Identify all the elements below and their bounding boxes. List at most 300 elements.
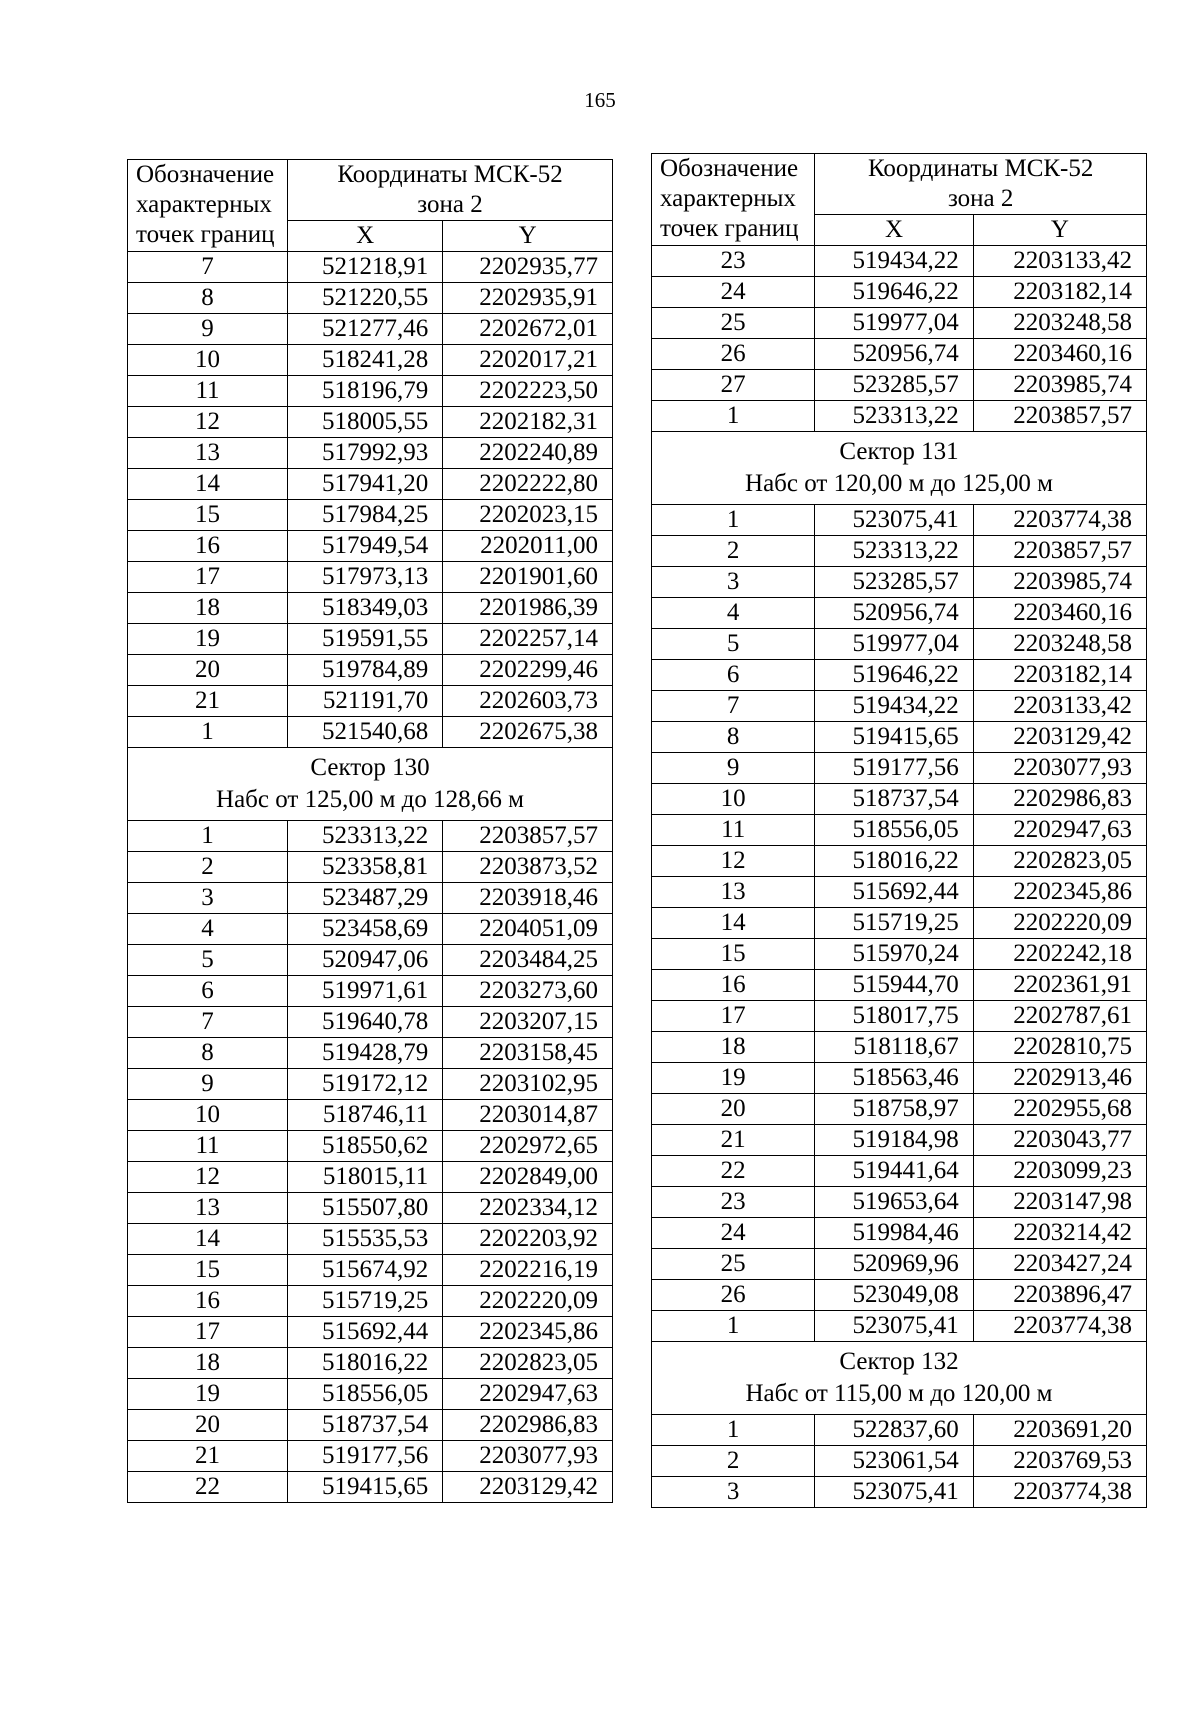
coordinate-y: 2202935,91 bbox=[443, 283, 613, 314]
point-number: 13 bbox=[128, 438, 288, 469]
coordinate-x: 523458,69 bbox=[288, 914, 443, 945]
table-row bbox=[652, 815, 1147, 846]
table-row bbox=[652, 536, 1147, 567]
point-number: 23 bbox=[652, 1187, 815, 1218]
point-number: 18 bbox=[128, 593, 288, 624]
sector-title: Сектор 131 bbox=[839, 438, 959, 465]
table-row bbox=[652, 1125, 1147, 1156]
point-number: 10 bbox=[128, 345, 288, 376]
coordinate-y: 2203147,98 bbox=[973, 1187, 1146, 1218]
table-row bbox=[128, 1224, 613, 1255]
point-number: 12 bbox=[128, 407, 288, 438]
coordinate-x: 523358,81 bbox=[288, 852, 443, 883]
coordinate-y: 2203207,15 bbox=[443, 1007, 613, 1038]
coordinate-x: 517992,93 bbox=[288, 438, 443, 469]
coordinate-x: 518015,11 bbox=[288, 1162, 443, 1193]
coordinate-y: 2203769,53 bbox=[973, 1446, 1146, 1477]
coordinate-y: 2203043,77 bbox=[973, 1125, 1146, 1156]
coordinate-y: 2203918,46 bbox=[443, 883, 613, 914]
coordinate-y: 2202672,01 bbox=[443, 314, 613, 345]
point-number: 3 bbox=[652, 567, 815, 598]
coordinate-x: 519653,64 bbox=[815, 1187, 973, 1218]
point-number: 10 bbox=[128, 1100, 288, 1131]
table-row bbox=[652, 1280, 1147, 1311]
table-row bbox=[652, 1187, 1147, 1218]
table-row bbox=[128, 1069, 613, 1100]
table-row bbox=[128, 1441, 613, 1472]
coordinate-x: 523285,57 bbox=[815, 567, 973, 598]
header-coordinates bbox=[288, 160, 613, 221]
point-number: 20 bbox=[128, 655, 288, 686]
coordinate-x: 518563,46 bbox=[815, 1063, 973, 1094]
coordinate-y: 2203099,23 bbox=[973, 1156, 1146, 1187]
table-row bbox=[652, 1311, 1147, 1342]
table-row bbox=[128, 345, 613, 376]
table-row bbox=[128, 1410, 613, 1441]
coordinate-y: 2203248,58 bbox=[973, 629, 1146, 660]
coordinate-y: 2202823,05 bbox=[443, 1348, 613, 1379]
header-row bbox=[652, 154, 1147, 215]
coordinate-x: 519646,22 bbox=[815, 660, 973, 691]
point-number: 27 bbox=[652, 370, 815, 401]
point-number: 17 bbox=[128, 1317, 288, 1348]
coordinate-y: 2202787,61 bbox=[973, 1001, 1146, 1032]
point-number: 3 bbox=[128, 883, 288, 914]
table-row bbox=[652, 1156, 1147, 1187]
point-number: 15 bbox=[128, 500, 288, 531]
coordinate-y: 2203774,38 bbox=[973, 1311, 1146, 1342]
point-number: 2 bbox=[652, 536, 815, 567]
point-number: 2 bbox=[128, 852, 288, 883]
table-row bbox=[128, 1317, 613, 1348]
coordinate-y: 2202220,09 bbox=[443, 1286, 613, 1317]
coordinate-y: 2203133,42 bbox=[973, 246, 1146, 277]
table-row bbox=[652, 1094, 1147, 1125]
point-number: 5 bbox=[652, 629, 815, 660]
point-number: 7 bbox=[652, 691, 815, 722]
coordinate-y: 2203774,38 bbox=[973, 505, 1146, 536]
coordinate-y: 2202240,89 bbox=[443, 438, 613, 469]
coordinate-x: 519977,04 bbox=[815, 629, 973, 660]
table-row bbox=[128, 883, 613, 914]
point-number: 18 bbox=[652, 1032, 815, 1063]
table-row bbox=[652, 246, 1147, 277]
point-number: 10 bbox=[652, 784, 815, 815]
coordinate-x: 518556,05 bbox=[815, 815, 973, 846]
coordinate-y: 2202955,68 bbox=[973, 1094, 1146, 1125]
sector-row bbox=[652, 1342, 1147, 1415]
coordinates-table-left bbox=[127, 159, 613, 1503]
coordinate-x: 519640,78 bbox=[288, 1007, 443, 1038]
coordinate-x: 519172,12 bbox=[288, 1069, 443, 1100]
header-coordinates bbox=[815, 154, 1147, 215]
coordinate-x: 518241,28 bbox=[288, 345, 443, 376]
header-coordinates-zone: зона 2 bbox=[947, 185, 1014, 212]
sector-height-range: Набс от 115,00 м до 120,00 м bbox=[745, 1380, 1053, 1407]
coordinate-x: 523061,54 bbox=[815, 1446, 973, 1477]
table-row bbox=[652, 1218, 1147, 1249]
coordinate-x: 519784,89 bbox=[288, 655, 443, 686]
coordinate-y: 2202823,05 bbox=[973, 846, 1146, 877]
point-number: 18 bbox=[128, 1348, 288, 1379]
coordinate-x: 518758,97 bbox=[815, 1094, 973, 1125]
table-row bbox=[652, 339, 1147, 370]
table-row bbox=[652, 370, 1147, 401]
table-row bbox=[652, 908, 1147, 939]
point-number: 9 bbox=[128, 314, 288, 345]
point-number: 8 bbox=[652, 722, 815, 753]
header-y: Y bbox=[443, 221, 613, 252]
coordinate-y: 2202810,75 bbox=[973, 1032, 1146, 1063]
coordinate-x: 519441,64 bbox=[815, 1156, 973, 1187]
point-number: 1 bbox=[652, 1415, 815, 1446]
point-number: 8 bbox=[128, 283, 288, 314]
point-number: 9 bbox=[128, 1069, 288, 1100]
coordinate-x: 519434,22 bbox=[815, 691, 973, 722]
point-number: 20 bbox=[652, 1094, 815, 1125]
table-row bbox=[652, 1446, 1147, 1477]
coordinate-x: 523313,22 bbox=[288, 821, 443, 852]
point-number: 19 bbox=[652, 1063, 815, 1094]
coordinate-x: 523313,22 bbox=[815, 401, 973, 432]
point-number: 1 bbox=[128, 821, 288, 852]
coordinate-x: 518016,22 bbox=[815, 846, 973, 877]
table-row bbox=[652, 877, 1147, 908]
coordinate-x: 519428,79 bbox=[288, 1038, 443, 1069]
point-number: 6 bbox=[652, 660, 815, 691]
sector-title: Сектор 130 bbox=[310, 754, 430, 781]
table-row bbox=[128, 1131, 613, 1162]
table-row bbox=[652, 784, 1147, 815]
point-number: 13 bbox=[128, 1193, 288, 1224]
coordinate-y: 2202849,00 bbox=[443, 1162, 613, 1193]
coordinate-x: 519984,46 bbox=[815, 1218, 973, 1249]
coordinate-y: 2202986,83 bbox=[443, 1410, 613, 1441]
table-row bbox=[652, 753, 1147, 784]
coordinate-x: 520947,06 bbox=[288, 945, 443, 976]
point-number: 23 bbox=[652, 246, 815, 277]
table-row bbox=[128, 376, 613, 407]
point-number: 21 bbox=[128, 686, 288, 717]
coordinate-y: 2203102,95 bbox=[443, 1069, 613, 1100]
coordinate-x: 518118,67 bbox=[815, 1032, 973, 1063]
coordinate-y: 2203129,42 bbox=[443, 1472, 613, 1503]
sector-row bbox=[128, 748, 613, 821]
table-row bbox=[128, 500, 613, 531]
table-row bbox=[652, 970, 1147, 1001]
table-row bbox=[652, 1032, 1147, 1063]
coordinate-x: 515692,44 bbox=[815, 877, 973, 908]
table-row bbox=[128, 407, 613, 438]
table-row bbox=[128, 1007, 613, 1038]
coordinate-x: 519434,22 bbox=[815, 246, 973, 277]
coordinate-x: 521540,68 bbox=[288, 717, 443, 748]
point-number: 6 bbox=[128, 976, 288, 1007]
point-number: 21 bbox=[128, 1441, 288, 1472]
point-number: 11 bbox=[128, 376, 288, 407]
coordinate-x: 519977,04 bbox=[815, 308, 973, 339]
table-row bbox=[128, 852, 613, 883]
sector-title: Сектор 132 bbox=[839, 1348, 959, 1375]
coordinate-x: 515719,25 bbox=[288, 1286, 443, 1317]
coordinate-x: 517984,25 bbox=[288, 500, 443, 531]
table-row bbox=[128, 914, 613, 945]
table-row bbox=[652, 1001, 1147, 1032]
header-point-designation: Обозначение характерных точек границ bbox=[128, 160, 288, 252]
coordinate-y: 2202011,00 bbox=[443, 531, 613, 562]
coordinate-x: 518550,62 bbox=[288, 1131, 443, 1162]
point-number: 22 bbox=[652, 1156, 815, 1187]
coordinate-x: 515507,80 bbox=[288, 1193, 443, 1224]
coordinate-x: 518746,11 bbox=[288, 1100, 443, 1131]
coordinate-y: 2203774,38 bbox=[973, 1477, 1146, 1508]
coordinate-y: 2202675,38 bbox=[443, 717, 613, 748]
coordinate-x: 519646,22 bbox=[815, 277, 973, 308]
point-number: 2 bbox=[652, 1446, 815, 1477]
point-number: 12 bbox=[652, 846, 815, 877]
coordinate-y: 2203077,93 bbox=[443, 1441, 613, 1472]
coordinate-y: 2203182,14 bbox=[973, 660, 1146, 691]
coordinate-y: 2202345,86 bbox=[443, 1317, 613, 1348]
table-row bbox=[128, 1379, 613, 1410]
coordinate-x: 519415,65 bbox=[815, 722, 973, 753]
coordinate-x: 518017,75 bbox=[815, 1001, 973, 1032]
table-row bbox=[652, 308, 1147, 339]
sector-caption bbox=[652, 432, 1147, 505]
point-number: 16 bbox=[128, 1286, 288, 1317]
table-row bbox=[652, 1415, 1147, 1446]
coordinate-y: 2203214,42 bbox=[973, 1218, 1146, 1249]
point-number: 26 bbox=[652, 339, 815, 370]
table-body bbox=[128, 160, 613, 1503]
coordinate-y: 2201986,39 bbox=[443, 593, 613, 624]
table-row bbox=[128, 1038, 613, 1069]
sector-row bbox=[652, 432, 1147, 505]
coordinate-y: 2202603,73 bbox=[443, 686, 613, 717]
coordinate-x: 523075,41 bbox=[815, 505, 973, 536]
coordinate-x: 523075,41 bbox=[815, 1477, 973, 1508]
table-row bbox=[652, 691, 1147, 722]
coordinate-y: 2202182,31 bbox=[443, 407, 613, 438]
coordinate-y: 2203460,16 bbox=[973, 598, 1146, 629]
point-number: 14 bbox=[128, 469, 288, 500]
coordinate-y: 2202023,15 bbox=[443, 500, 613, 531]
table-row bbox=[652, 1249, 1147, 1280]
table-row bbox=[652, 629, 1147, 660]
point-number: 4 bbox=[128, 914, 288, 945]
coordinate-y: 2202223,50 bbox=[443, 376, 613, 407]
point-number: 11 bbox=[128, 1131, 288, 1162]
point-number: 21 bbox=[652, 1125, 815, 1156]
header-row bbox=[128, 160, 613, 221]
point-number: 7 bbox=[128, 1007, 288, 1038]
coordinate-x: 520956,74 bbox=[815, 339, 973, 370]
coordinate-y: 2202216,19 bbox=[443, 1255, 613, 1286]
coordinate-y: 2202220,09 bbox=[973, 908, 1146, 939]
table-row bbox=[652, 722, 1147, 753]
table-row bbox=[128, 1348, 613, 1379]
table-row bbox=[128, 821, 613, 852]
table-row bbox=[128, 1286, 613, 1317]
coordinate-x: 519177,56 bbox=[815, 753, 973, 784]
coordinate-y: 2203158,45 bbox=[443, 1038, 613, 1069]
coordinate-y: 2202203,92 bbox=[443, 1224, 613, 1255]
coordinate-x: 515674,92 bbox=[288, 1255, 443, 1286]
table-row bbox=[652, 598, 1147, 629]
coordinate-x: 520956,74 bbox=[815, 598, 973, 629]
header-x: X bbox=[288, 221, 443, 252]
coordinate-x: 518737,54 bbox=[815, 784, 973, 815]
coordinate-y: 2202299,46 bbox=[443, 655, 613, 686]
coordinate-x: 519591,55 bbox=[288, 624, 443, 655]
point-number: 15 bbox=[128, 1255, 288, 1286]
point-number: 13 bbox=[652, 877, 815, 908]
point-number: 25 bbox=[652, 308, 815, 339]
coordinate-y: 2203873,52 bbox=[443, 852, 613, 883]
sector-height-range: Набс от 125,00 м до 128,66 м bbox=[216, 786, 524, 813]
coordinate-x: 520969,96 bbox=[815, 1249, 973, 1280]
coordinate-y: 2203182,14 bbox=[973, 277, 1146, 308]
coordinate-x: 515535,53 bbox=[288, 1224, 443, 1255]
table-row bbox=[128, 624, 613, 655]
coordinate-y: 2203129,42 bbox=[973, 722, 1146, 753]
table-row bbox=[128, 252, 613, 283]
coordinate-x: 523285,57 bbox=[815, 370, 973, 401]
coordinate-x: 519971,61 bbox=[288, 976, 443, 1007]
coordinate-y: 2203484,25 bbox=[443, 945, 613, 976]
coordinate-y: 2202222,80 bbox=[443, 469, 613, 500]
coordinate-y: 2202361,91 bbox=[973, 970, 1146, 1001]
coordinate-x: 523049,08 bbox=[815, 1280, 973, 1311]
table-row bbox=[128, 1100, 613, 1131]
table-row bbox=[128, 717, 613, 748]
coordinate-x: 517941,20 bbox=[288, 469, 443, 500]
coordinate-x: 515719,25 bbox=[815, 908, 973, 939]
coordinate-x: 522837,60 bbox=[815, 1415, 973, 1446]
header-coordinates-system: Координаты МСК-52 bbox=[867, 155, 1094, 182]
table-row bbox=[128, 1193, 613, 1224]
header-y: Y bbox=[973, 215, 1146, 246]
coordinate-y: 2203857,57 bbox=[973, 536, 1146, 567]
point-number: 4 bbox=[652, 598, 815, 629]
table-row bbox=[652, 505, 1147, 536]
page-number: 165 bbox=[584, 88, 616, 112]
point-number: 24 bbox=[652, 277, 815, 308]
coordinate-y: 2203985,74 bbox=[973, 567, 1146, 598]
coordinate-y: 2203248,58 bbox=[973, 308, 1146, 339]
point-number: 1 bbox=[652, 505, 815, 536]
point-number: 16 bbox=[128, 531, 288, 562]
coordinates-table-right bbox=[651, 153, 1147, 1508]
table-row bbox=[128, 593, 613, 624]
coordinate-y: 2202017,21 bbox=[443, 345, 613, 376]
point-number: 1 bbox=[652, 401, 815, 432]
table-row bbox=[128, 438, 613, 469]
coordinate-y: 2203014,87 bbox=[443, 1100, 613, 1131]
table-row bbox=[128, 562, 613, 593]
coordinate-y: 2202334,12 bbox=[443, 1193, 613, 1224]
point-number: 24 bbox=[652, 1218, 815, 1249]
coordinate-y: 2203077,93 bbox=[973, 753, 1146, 784]
coordinate-y: 2203133,42 bbox=[973, 691, 1146, 722]
coordinate-y: 2203857,57 bbox=[973, 401, 1146, 432]
coordinate-x: 515970,24 bbox=[815, 939, 973, 970]
coordinate-y: 2203896,47 bbox=[973, 1280, 1146, 1311]
point-number: 26 bbox=[652, 1280, 815, 1311]
table-row bbox=[128, 686, 613, 717]
table-row bbox=[128, 655, 613, 686]
table-row bbox=[128, 283, 613, 314]
table-row bbox=[128, 945, 613, 976]
coordinate-x: 518737,54 bbox=[288, 1410, 443, 1441]
point-number: 9 bbox=[652, 753, 815, 784]
point-number: 25 bbox=[652, 1249, 815, 1280]
coordinate-x: 521218,91 bbox=[288, 252, 443, 283]
coordinate-y: 2202947,63 bbox=[443, 1379, 613, 1410]
table-row bbox=[128, 531, 613, 562]
header-x: X bbox=[815, 215, 973, 246]
coordinate-x: 518349,03 bbox=[288, 593, 443, 624]
table-row bbox=[128, 1472, 613, 1503]
coordinate-y: 2203427,24 bbox=[973, 1249, 1146, 1280]
table-row bbox=[652, 939, 1147, 970]
table-row bbox=[128, 1255, 613, 1286]
coordinate-y: 2202242,18 bbox=[973, 939, 1146, 970]
point-number: 19 bbox=[128, 1379, 288, 1410]
point-number: 17 bbox=[128, 562, 288, 593]
coordinate-y: 2201901,60 bbox=[443, 562, 613, 593]
coordinate-x: 523487,29 bbox=[288, 883, 443, 914]
point-number: 5 bbox=[128, 945, 288, 976]
coordinate-y: 2203985,74 bbox=[973, 370, 1146, 401]
point-number: 17 bbox=[652, 1001, 815, 1032]
coordinate-x: 515692,44 bbox=[288, 1317, 443, 1348]
coordinate-y: 2202972,65 bbox=[443, 1131, 613, 1162]
coordinate-y: 2203691,20 bbox=[973, 1415, 1146, 1446]
coordinate-y: 2202986,83 bbox=[973, 784, 1146, 815]
coordinate-x: 519184,98 bbox=[815, 1125, 973, 1156]
table-row bbox=[652, 1477, 1147, 1508]
table-row bbox=[128, 976, 613, 1007]
sector-height-range: Набс от 120,00 м до 125,00 м bbox=[745, 470, 1053, 497]
point-number: 7 bbox=[128, 252, 288, 283]
table-row bbox=[128, 314, 613, 345]
point-number: 14 bbox=[652, 908, 815, 939]
table-row bbox=[128, 1162, 613, 1193]
coordinate-x: 518556,05 bbox=[288, 1379, 443, 1410]
coordinate-y: 2203273,60 bbox=[443, 976, 613, 1007]
point-number: 12 bbox=[128, 1162, 288, 1193]
point-number: 14 bbox=[128, 1224, 288, 1255]
coordinate-y: 2202947,63 bbox=[973, 815, 1146, 846]
coordinate-y: 2202935,77 bbox=[443, 252, 613, 283]
table-row bbox=[652, 846, 1147, 877]
table-row bbox=[128, 469, 613, 500]
point-number: 1 bbox=[128, 717, 288, 748]
coordinate-x: 517973,13 bbox=[288, 562, 443, 593]
coordinate-x: 515944,70 bbox=[815, 970, 973, 1001]
coordinate-y: 2204051,09 bbox=[443, 914, 613, 945]
table-row bbox=[652, 1063, 1147, 1094]
coordinate-y: 2202257,14 bbox=[443, 624, 613, 655]
coordinate-x: 523313,22 bbox=[815, 536, 973, 567]
table-row bbox=[652, 567, 1147, 598]
coordinate-y: 2203460,16 bbox=[973, 339, 1146, 370]
point-number: 20 bbox=[128, 1410, 288, 1441]
sector-caption bbox=[652, 1342, 1147, 1415]
header-coordinates-system: Координаты МСК-52 bbox=[337, 161, 563, 188]
table-body bbox=[652, 154, 1147, 1508]
